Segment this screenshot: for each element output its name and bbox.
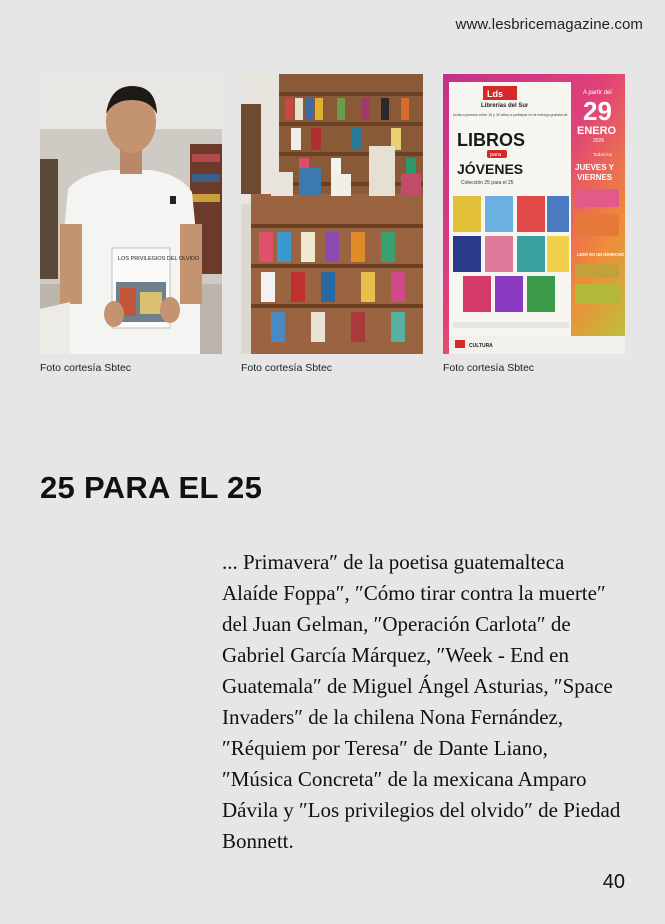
- svg-text:Lds: Lds: [487, 89, 504, 99]
- svg-text:ENERO: ENERO: [577, 125, 617, 137]
- photo-caption: Foto cortesía Sbtec: [443, 362, 535, 374]
- photo-caption: Foto cortesía Sbtec: [40, 362, 132, 374]
- svg-text:LEER ES UN DERECHO: LEER ES UN DERECHO: [577, 252, 625, 257]
- page-number: 40: [602, 871, 625, 893]
- photo-bookshelves: [241, 74, 423, 354]
- svg-text:Invita a jóvenes entre 15 y 30: Invita a jóvenes entre 15 y 30 años a participar en la entrega gratuita de: [453, 113, 568, 117]
- photo-caption: Foto cortesía Sbtec: [241, 362, 333, 374]
- photo-man-with-book: [40, 74, 222, 354]
- svg-text:JUEVES Y: JUEVES Y: [575, 163, 614, 172]
- svg-text:A partir del: A partir del: [583, 90, 612, 96]
- svg-text:Colección 25 para el 25: Colección 25 para el 25: [461, 180, 514, 186]
- svg-text:2026: 2026: [593, 138, 605, 144]
- svg-text:VIERNES: VIERNES: [577, 173, 613, 182]
- svg-text:Librerías del Sur: Librerías del Sur: [481, 103, 529, 109]
- svg-text:JÓVENES: JÓVENES: [457, 161, 524, 177]
- svg-text:29: 29: [583, 96, 612, 126]
- svg-text:Todos los: Todos los: [593, 152, 613, 157]
- book-title: LOS PRIVILEGIOS DEL OLVIDO: [118, 256, 200, 262]
- event-poster: [443, 74, 625, 354]
- site-url: www.lesbricemagazine.com: [455, 16, 643, 33]
- svg-text:LIBROS: LIBROS: [457, 130, 526, 150]
- article-body: ... Primavera″ de la poetisa guatemalteca Alaíde Foppa″, ″Cómo tirar contra la muerte″ del Juan Gelman, ″Operación Carlota″ de Gabriel García Márquez, ″Week - End en Guatemala″ de Miguel Ángel Asturias, ″Space Invaders″ de la chilena Nona Fernández, ″Réquiem por Teresa″ de Dante Liano, ″Música Concreta″ de la mexicana Amparo Dávila y ″Los privilegios del olvido″ de Piedad Bonnett.: [222, 550, 621, 853]
- svg-text:para: para: [490, 152, 502, 158]
- svg-text:CULTURA: CULTURA: [469, 343, 493, 349]
- section-heading: 25 PARA EL 25: [40, 470, 263, 505]
